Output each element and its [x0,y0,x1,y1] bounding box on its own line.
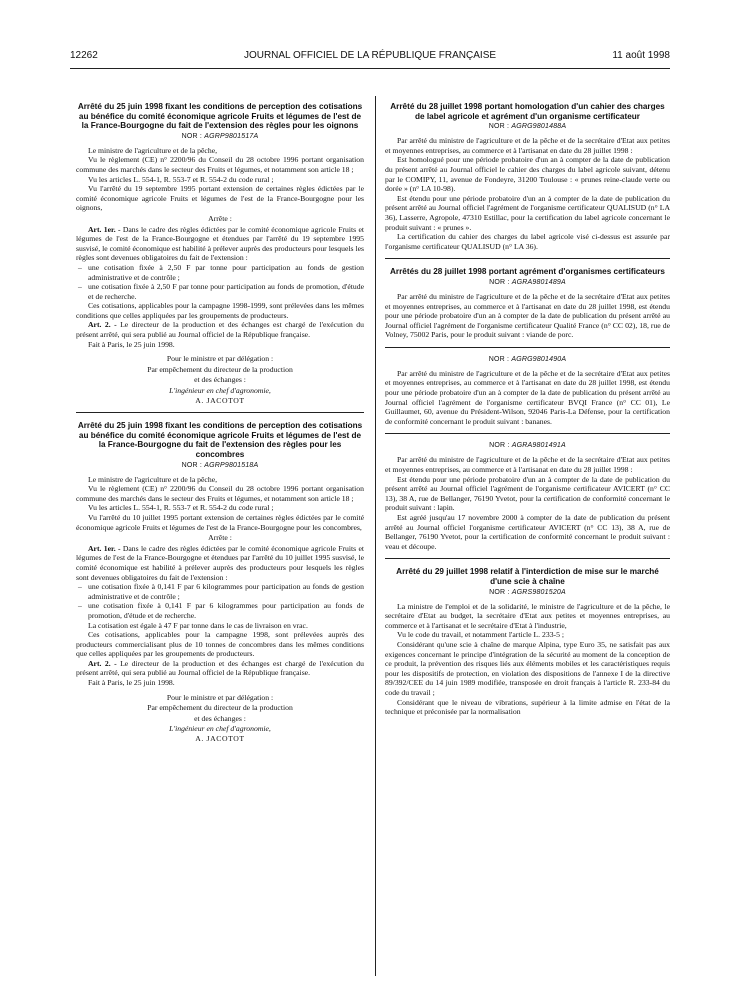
article-2 [76,320,364,339]
nor-code: AGRG9801490A [511,355,567,363]
paragraph: Est agréé jusqu'au 17 novembre 2000 à compter de la date de publication du présent arrêté au Journal officiel l'organisme certificateur AVICERT (n° CC 13), 38 A, rue de Bellanger, 76190 Yvetot, pour la certification de conformité concernant le produit suivant : veau et découpe. [385,513,670,551]
nor-label: NOR : [489,278,510,286]
list-item-text: une cotisation fixée à 2,50 F par tonne pour participation au fonds de promotion, d'étude et de recherche. [88,282,364,301]
article-label: Art. 2. - [88,658,117,668]
paragraph: Le ministre de l'agriculture et de la pêche, [88,474,218,484]
nor-code: AGRA9801491A [511,442,566,450]
signature-line: Par empêchement du directeur de la production [147,364,293,374]
article-separator [76,412,364,413]
list-item: – une cotisation fixée à 0,141 F par 6 kilogrammes pour participation au fonds de gestion administrative et de contrôle ; [78,582,364,601]
article-title: Arrêtés du 28 juillet 1998 portant agrément d'organismes certificateurs [390,267,665,277]
article-oignons [76,102,364,405]
article-text: Le directeur de la production et des échanges est chargé de l'exécution du présent arrêté, qui sera publié au Journal officiel de la République française. [76,320,364,340]
paragraph: Vu les articles L. 554-1, R. 553-7 et R. 554-2 du code rural ; [88,503,274,513]
nor-code: AGRP9801517A [204,132,259,140]
nor-code: AGRA9801489A [511,278,566,286]
paragraph: Vu l'arrêté du 10 juillet 1995 portant extension de certaines règles édictées par le comité économique agricole Fruits et légumes de l'est de la France-Bourgogne pour les concombres, [76,512,364,532]
article-2 [76,659,364,678]
paragraph: Vu le règlement (CE) n° 2200/96 du Conseil du 28 octobre 1996 portant organisation commune des marchés dans le secteur des Fruits et légumes, et notamment son article 18 ; [76,484,364,503]
article-concombres [76,421,364,743]
arrete-heading: Arrête : [208,213,232,223]
list-item-text: une cotisation fixée à 0,141 F par 6 kilogrammes pour participation au fonds de gestion administrative et de contrôle ; [88,582,364,601]
nor-reference [385,442,670,449]
paragraph: La cotisation est égale à 47 F par tonne dans le cas de livraison en vrac. [88,620,308,630]
signature-line: et des échanges : [194,375,246,385]
paragraph: Par arrêté du ministre de l'agriculture et de la pêche et de la secrétaire d'Etat aux petites et moyennes entreprises, au commerce et à l'artisanat en date du 28 juillet 1998 : [385,455,670,475]
paragraph: Vu le règlement (CE) n° 2200/96 du Conseil du 28 octobre 1996 portant organisation commune des marchés dans le secteur des Fruits et légumes, et notamment son article 18 ; [76,155,364,174]
nor-reference [76,462,364,469]
left-column [76,102,364,744]
paragraph: La ministre de l'emploi et de la solidarité, le ministre de l'agriculture et de la pêche, le secrétaire d'Etat au budget, la secrétaire d'Etat aux petites et moyennes entreprises, au commerce et à l'artisanat et le secrétaire d'Etat à l'industrie, [385,601,670,630]
article-title: Arrêté du 28 juillet 1998 portant homologation d'un cahier des charges de label agricole et agrément d'un organisme certificateur [390,102,665,121]
article-title: Arrêté du 25 juin 1998 fixant les conditions de perception des cotisations au bénéfice du comité économique agricole Fruits et légumes de l'est de la France-Bourgogne du fait de l'extension des règles pour les oignons [77,102,363,131]
arrete-heading: Arrête : [208,533,232,543]
nor-reference [385,123,670,130]
list-item: – une cotisation fixée à 0,141 F par 6 kilogrammes pour participation au fonds de promotion, d'étude et de recherche. [78,601,364,620]
list-item-text: une cotisation fixée à 0,141 F par 6 kilogrammes pour participation au fonds de promotion, d'étude et de recherche. [88,601,364,620]
paragraph: Considérant que le niveau de vibrations, supérieur à la limite admise en l'état de la technique et préconisée par la normalisation [385,697,670,717]
signatory-name: A. JACOTOT [195,395,245,405]
sub-separator [385,433,670,434]
article-label: Art. 1er. - [88,543,121,553]
signatory-title: L'ingénieur en chef d'agronomie, [169,724,271,734]
article-separator [385,558,670,559]
paragraph: Vu les articles L. 554-1, R. 553-7 et R. 554-2 du code rural ; [88,174,274,184]
signature-date: Fait à Paris, le 25 juin 1998. [88,339,175,349]
nor-label: NOR : [488,355,510,363]
article-text: Le directeur de la production et des échanges est chargé de l'exécution du présent arrêté, qui sera publié au Journal officiel de la République française. [76,658,364,678]
paragraph: Est étendu pour une période probatoire d'un an à compter de la date de publication du présent arrêté au Journal officiel l'agrément de l'organisme certificateur QUALISUD (n° LA 36), Lasserre, Agropole, 47310 Estillac, pour la certification du label agricole concernant le produit suivant : « prunes ». [385,193,670,232]
nor-code: AGRP9801518A [204,461,259,469]
signature-date: Fait à Paris, le 25 juin 1998. [88,678,175,688]
nor-reference [385,589,670,596]
issue-date: 11 août 1998 [612,50,670,61]
article-scie-chaine [385,567,670,716]
column-divider [375,96,376,976]
nor-reference [76,133,364,140]
list-item-text: une cotisation fixée à 2,50 F par tonne pour participation au fonds de gestion administrative et de contrôle ; [88,262,364,282]
sub-separator [385,347,670,348]
paragraph: Considérant qu'une scie à chaîne de marque Alpina, type Euro 35, ne satisfait pas aux exigences concernant le principe d'intégration de la sécurité au moment de la conception de ce produit, la prévention des risques liés aux éléments mobiles et les caractéristiques requis pour les dispositifs de protection, en violation des dispositions de l'annexe I de la directive 89/392/CEE du 14 juin 1989 modifiée, transposée en droit français à l'article R. 233-84 du code du travail ; [385,639,670,697]
article-title: Arrêté du 25 juin 1998 fixant les conditions de perception des cotisations au bénéfice du comité économique agricole Fruits et légumes de l'est de la France-Bourgogne du fait de l'extension des règles pour les concombres [77,421,363,459]
nor-label: NOR : [488,123,510,131]
article-1 [76,225,364,263]
paragraph: Par arrêté du ministre de l'agriculture et de la pêche et de la secrétaire d'Etat aux petites et moyennes entreprises, au commerce et à l'artisanat en date du 28 juillet 1998, est étendu pour une période probatoire d'un an à compter de la date de publication du présent arrêté au Journal officiel l'agrément de l'organisme certificateur Qualité France (n° CC 02), 18, rue de Volney, 75002 Paris, pour le produit suivant : viande de porc. [385,291,670,340]
signatory-name: A. JACOTOT [195,734,245,744]
journal-title: JOURNAL OFFICIEL DE LA RÉPUBLIQUE FRANÇAISE [243,50,497,61]
paragraph: Vu l'arrêté du 19 septembre 1995 portant extension de certaines règles édictées par le comité économique agricole Fruits et légumes de l'est de la France-Bourgogne pour les oignons, [76,184,364,213]
paragraph: Le ministre de l'agriculture et de la pêche, [88,145,218,155]
paragraph: Par arrêté du ministre de l'agriculture et de la pêche et de la secrétaire d'Etat aux petites et moyennes entreprises, au commerce et à l'artisanat en date du 28 juillet 1998, est étendu pour une période probatoire d'un an à compter de la date de publication du présent arrêté au Journal officiel l'agrément de l'organisme certificateur BVQI France (n° CC 01), Le Guillaumet, 60, avenue du Président-Wilson, 92046 Paris-La Défense, pour la certification de conformité concernant le produit suivant : bananes. [385,368,670,426]
article-text: Dans le cadre des règles édictées par le comité économique agricole Fruits et légumes de l'est de la France-Bourgogne et étendues par l'arrêté du 19 septembre 1995 susvisé, le comité économique est habilité à prélever auprès des producteurs pour lesquels les règles sont devenues obligatoires du fait de l'extension : [76,224,364,263]
signatory-title: L'ingénieur en chef d'agronomie, [169,386,271,396]
paragraph: Est homologué pour une période probatoire d'un an à compter de la date de publication du présent arrêté au Journal officiel le cahier des charges du label agricole suivant, détenu par le COMIPY, 11, avenue de Fondeyre, 31200 Toulouse : « prunes reine-claude verte ou dorée » (n° LA 10-98). [385,155,670,194]
article-separator [385,258,670,259]
nor-label: NOR : [489,588,510,596]
article-label: Art. 1er. - [88,224,121,234]
list-item: – une cotisation fixée à 2,50 F par tonne pour participation au fonds de gestion administrative et de contrôle ; [78,262,364,282]
right-column [385,102,670,717]
nor-label: NOR : [181,132,203,140]
paragraph: Est étendu pour une période probatoire d'un an à compter de la date de publication du présent arrêté au Journal officiel l'agrément de l'organisme certificateur AVICERT (n° CC 13), 38 A, rue de Bellanger, 76190 Yvetot, pour la certification de conformité concernant le produit suivant : lapin. [385,474,670,513]
nor-label: NOR : [489,442,510,450]
paragraph: Vu le code du travail, et notamment l'article L. 233-5 ; [397,630,565,640]
nor-code: AGRS9801520A [511,588,566,596]
list-item: – une cotisation fixée à 2,50 F par tonne pour participation au fonds de promotion, d'étude et de recherche. [78,282,364,301]
paragraph: Par arrêté du ministre de l'agriculture et de la pêche et de la secrétaire d'Etat aux petites et moyennes entreprises, au commerce et à l'artisanat en date du 28 juillet 1998 : [385,136,670,155]
article-title: Arrêté du 29 juillet 1998 relatif à l'interdiction de mise sur le marché d'une scie à chaîne [396,567,659,586]
signature-line: Pour le ministre et par délégation : [166,354,274,364]
nor-code: AGRG9801488A [511,123,567,131]
nor-reference [385,279,670,286]
signature-line: Par empêchement du directeur de la production [147,703,293,713]
page-number: 12262 [70,50,98,61]
paragraph: La certification du cahier des charges du label agricole visé ci-dessus est assurée par l'organisme certificateur QUALISUD (n° LA 36). [385,232,670,251]
signature-line: et des échanges : [194,713,246,723]
article-label: Art. 2. - [88,320,117,330]
nor-reference [385,356,670,363]
article-text: Dans le cadre des règles édictées par le comité économique agricole Fruits et légumes de l'est de la France-Bourgogne et étendues par l'arrêté du 10 juillet 1995 susvisé, le comité économique est habilité à prélever auprès des producteurs pour lesquels les règles sont devenues obligatoires du fait de l'extension : [76,543,364,582]
paragraph: Ces cotisations, applicables pour la campagne 1998, sont prélevées auprès des producteurs commercialisant plus de 10 tonnes de concombres dans les mêmes conditions que celles appliquées par les groupements de producteurs. [76,630,364,659]
page-header [70,50,670,66]
nor-label: NOR : [181,461,203,469]
header-rule [70,68,670,69]
article-1 [76,544,364,582]
paragraph: Ces cotisations, applicables pour la campagne 1998-1999, sont prélevées dans les mêmes conditions que celles appliquées par les groupements de producteurs. [76,301,364,320]
article-homologation [385,102,670,251]
signature-line: Pour le ministre et par délégation : [166,692,274,702]
article-agrement [385,267,670,551]
